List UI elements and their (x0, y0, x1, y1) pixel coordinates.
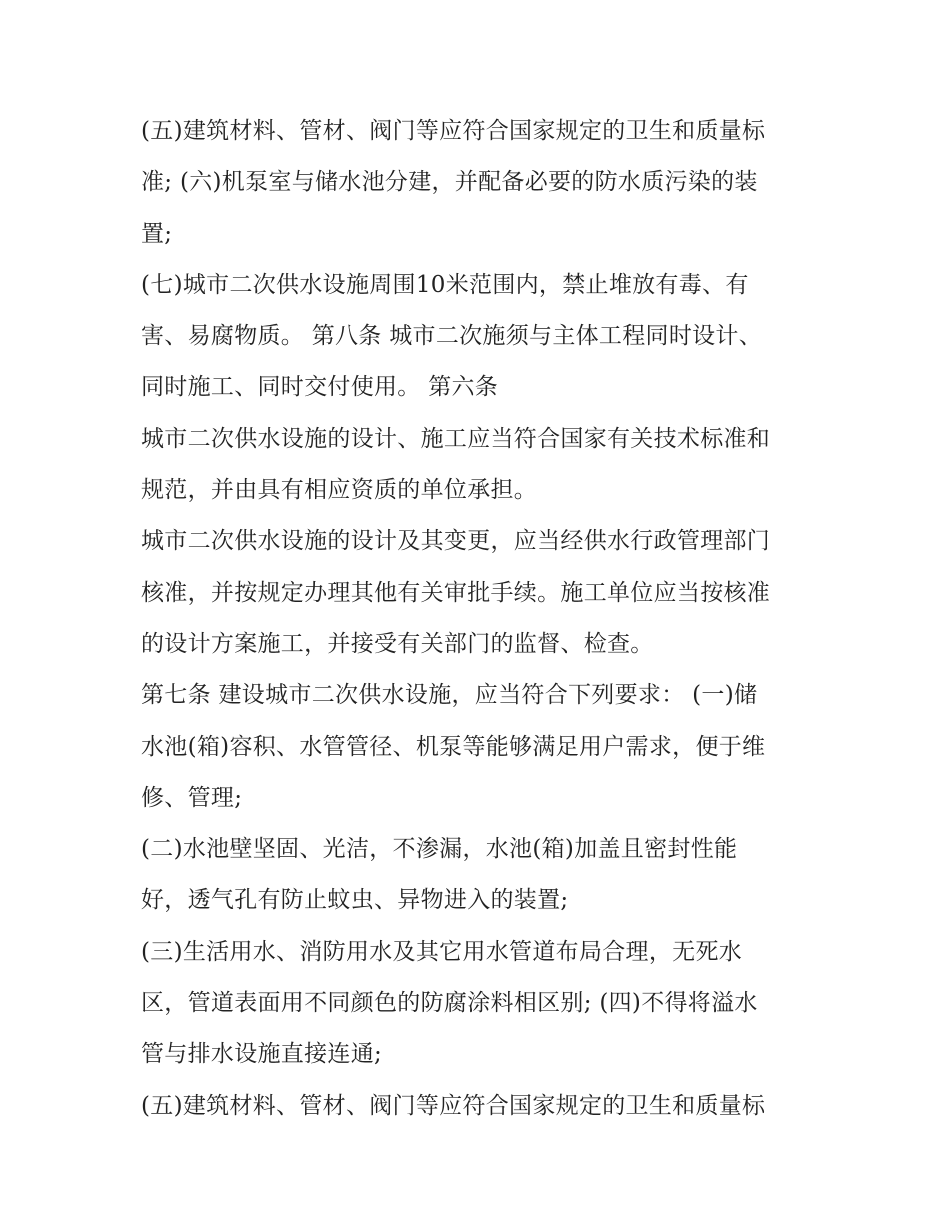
text-line: 规范，并由具有相应资质的单位承担。 (141, 477, 538, 504)
text-line: 管与排水设施直接连通; (141, 1041, 383, 1068)
text-line: 好，透气孔有防止蚊虫、异物进入的装置; (141, 887, 569, 914)
text-line: (五)建筑材料、管材、阀门等应符合国家规定的卫生和质量标 (141, 118, 766, 144)
text-line: 修、管理; (141, 784, 243, 811)
text-line: 害、易腐物质。 第八条 城市二次施须与主体工程同时设计、 (141, 323, 763, 350)
text-line: (二)水池壁坚固、光洁，不渗漏，水池(箱)加盖且密封性能 (141, 836, 738, 863)
document-body (141, 106, 821, 1132)
text-line: 城市二次供水设施的设计、施工应当符合国家有关技术标准和 (141, 425, 771, 452)
text-line: 准; (六)机泵室与储水池分建，并配备必要的防水质污染的装 (141, 169, 758, 196)
text-line: 的设计方案施工，并接受有关部门的监督、检查。 (141, 630, 654, 657)
text-line: (三)生活用水、消防用水及其它用水管道布局合理，无死水 (141, 938, 743, 965)
text-line: (五)建筑材料、管材、阀门等应符合国家规定的卫生和质量标 (141, 1092, 766, 1119)
text-line: 置; (141, 220, 173, 247)
text-line: 同时施工、同时交付使用。 第六条 (141, 374, 499, 401)
text-line: 第七条 建设城市二次供水设施，应当符合下列要求： (一)储 (141, 682, 758, 709)
text-line: (七)城市二次供水设施周围10米范围内，禁止堆放有毒、有 (141, 271, 749, 298)
text-line: 水池(箱)容积、水管管径、机泵等能够满足用户需求，便于维 (141, 733, 766, 760)
text-line: 区，管道表面用不同颜色的防腐涂料相区别; (四)不得将溢水 (141, 990, 758, 1017)
text-line: 核准，并按规定办理其他有关审批手续。施工单位应当按核准 (141, 579, 771, 606)
text-line: 城市二次供水设施的设计及其变更，应当经供水行政管理部门 (141, 528, 771, 555)
